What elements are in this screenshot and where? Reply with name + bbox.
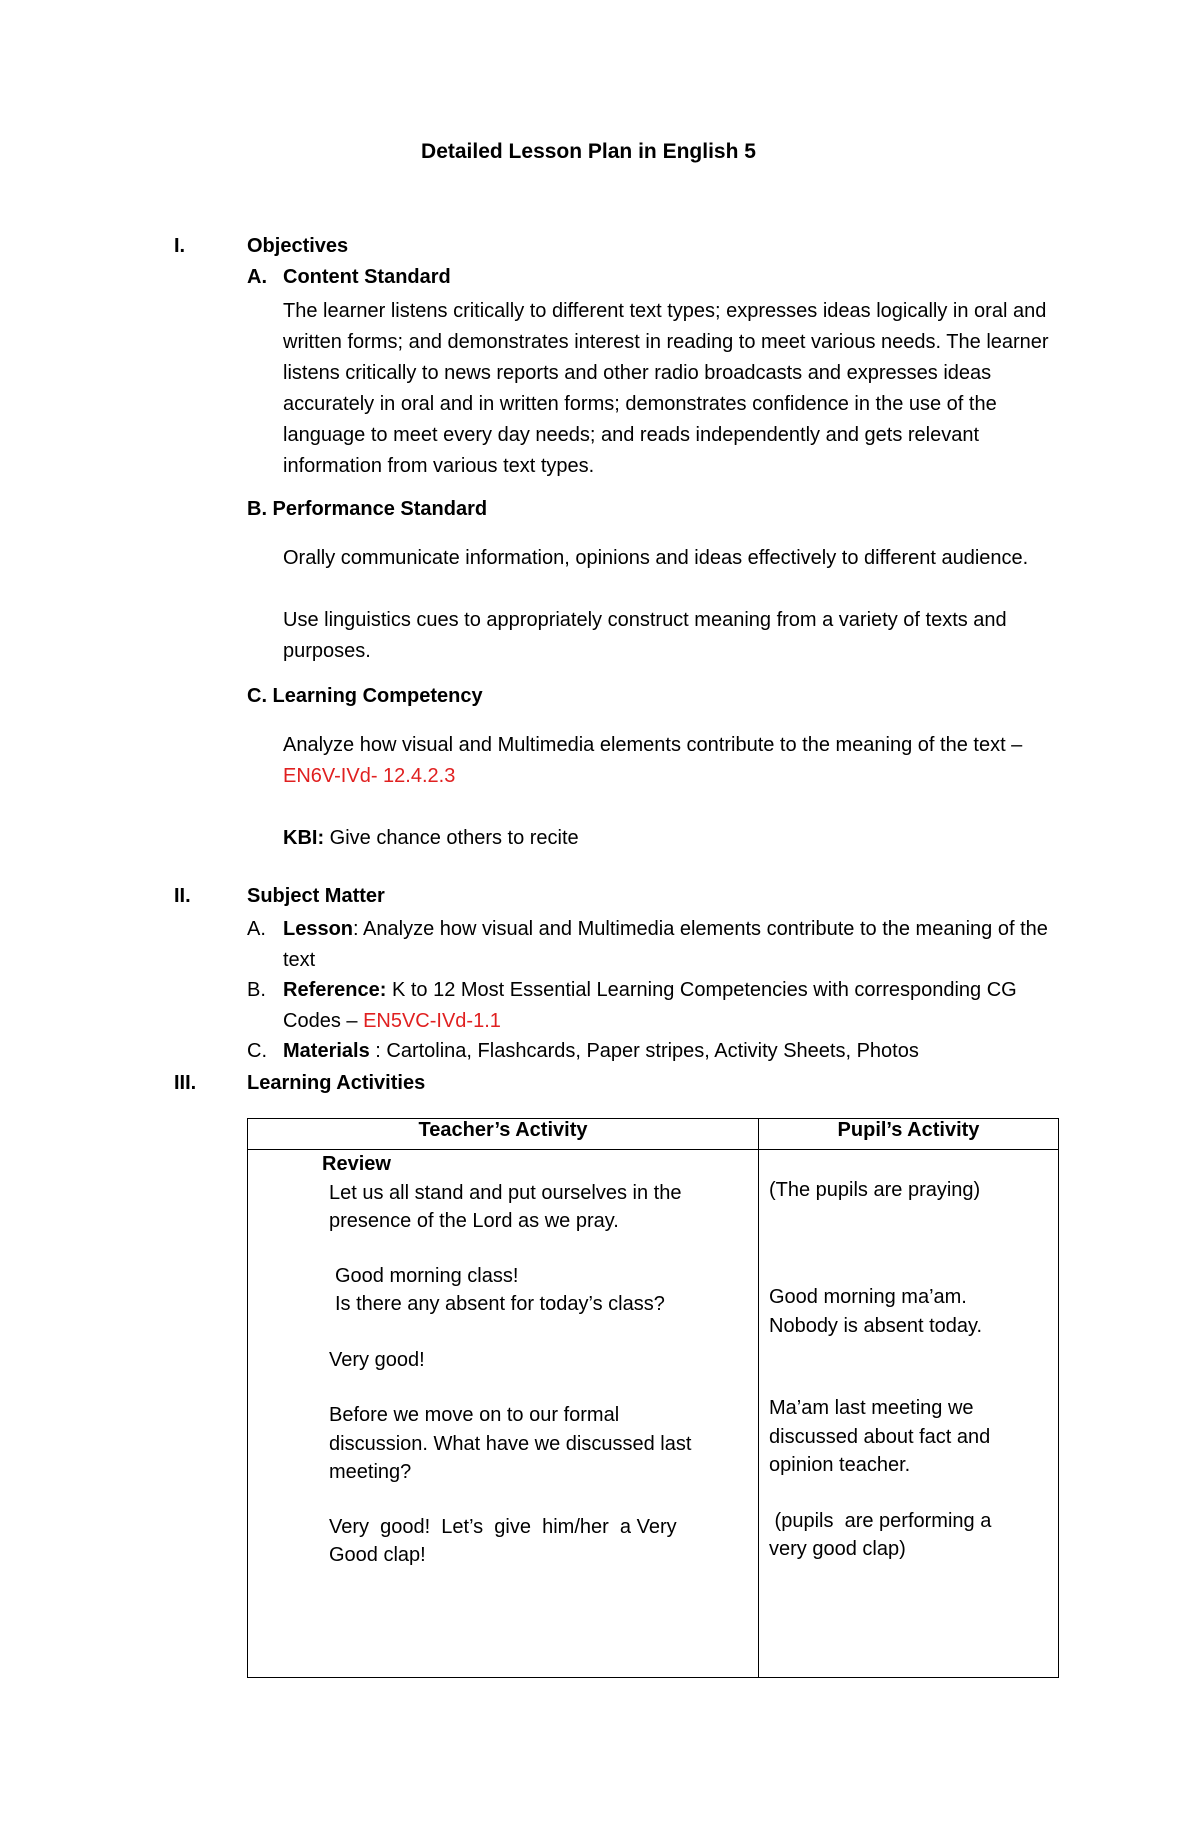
section-heading-subject-matter: Subject Matter — [247, 885, 385, 907]
performance-standard-line1: Orally communicate information, opinions and ideas effectively to different audience. — [283, 547, 1029, 569]
pupil-praying: (The pupils are praying) — [769, 1179, 981, 1201]
learning-competency-body: Analyze how visual and Multimedia elements contribute to the meaning of the text – — [283, 734, 1023, 756]
lesson-item — [247, 914, 1067, 975]
kbi-label: KBI: — [283, 827, 325, 849]
teacher-greet-line1: Good morning class! — [335, 1265, 519, 1287]
table-row — [248, 1150, 1059, 1678]
teacher-before-line2: discussion. What have we discussed last — [329, 1433, 692, 1455]
materials-label: Materials — [283, 1040, 370, 1062]
pupil-activity-header — [759, 1119, 1059, 1150]
materials-text: : Cartolina, Flashcards, Paper stripes, Activity Sheets, Photos — [369, 1040, 919, 1062]
section-numeral-objectives: I. — [174, 235, 186, 257]
pupil-clap-line1: (pupils are performing a — [769, 1510, 992, 1532]
pupil-last-line1: Ma’am last meeting we — [769, 1397, 974, 1419]
learning-competency-heading: C. Learning Competency — [247, 685, 483, 707]
reference-text: K to 12 Most Essential Learning Competencies with corresponding CG Codes – — [283, 979, 1017, 1032]
lesson-text: : Analyze how visual and Multimedia elements contribute to the meaning of the text — [283, 918, 1048, 971]
content-standard-title: Content Standard — [283, 266, 451, 288]
teacher-activity-header-text: Teacher’s Activity — [418, 1119, 588, 1141]
lesson-label: Lesson — [283, 918, 354, 940]
teacher-greet-line2: Is there any absent for today’s class? — [335, 1293, 665, 1315]
lesson-letter: A. — [247, 918, 266, 940]
content-standard-letter: A. — [247, 266, 267, 288]
teacher-pray-line2: presence of the Lord as we pray. — [329, 1210, 619, 1232]
reference-body — [283, 975, 1067, 1036]
pupil-clap-line2: very good clap) — [769, 1538, 906, 1560]
content-standard-text: The learner listens critically to different text types; expresses ideas logically in oral and written forms; and demonstrates interest in reading to meet various needs. The learner listens critically to news reports and other radio broadcasts and expresses ideas accurately in oral and in written forms; demonstrates confidence in the use of the language to meet every day needs; and reads independently and gets relevant information from various text types. — [283, 300, 1049, 477]
performance-standard-line2: Use linguistics cues to appropriately construct meaning from a variety of texts and purposes. — [283, 609, 1007, 662]
teacher-pray-line1: Let us all stand and put ourselves in the — [329, 1182, 682, 1204]
table-header-row — [248, 1119, 1059, 1150]
pupil-morning-line2: Nobody is absent today. — [769, 1315, 983, 1337]
teacher-clap-line2: Good clap! — [329, 1544, 426, 1566]
materials-item — [247, 1036, 1067, 1067]
learning-competency-text — [283, 730, 1063, 792]
document-title: Detailed Lesson Plan in English 5 — [421, 140, 756, 163]
section-numeral-subject-matter: II. — [174, 885, 191, 907]
content-standard-heading — [247, 266, 451, 289]
reference-label: Reference: — [283, 979, 387, 1001]
pupil-activity-header-text: Pupil’s Activity — [837, 1119, 980, 1141]
pupil-activity-cell — [759, 1150, 1059, 1678]
reference-letter: B. — [247, 979, 266, 1001]
performance-standard-heading: B. Performance Standard — [247, 498, 488, 520]
teacher-clap-line1: Very good! Let’s give him/her a Very — [329, 1516, 677, 1538]
pupil-morning-line1: Good morning ma’am. — [769, 1286, 967, 1308]
section-heading-learning-activities: Learning Activities — [247, 1072, 426, 1094]
kbi-text: Give chance others to recite — [324, 827, 579, 849]
reference-item — [247, 975, 1067, 1036]
materials-letter: C. — [247, 1040, 267, 1062]
pupil-last-line3: opinion teacher. — [769, 1454, 911, 1476]
learning-activities-table — [247, 1118, 1059, 1678]
lesson-body — [283, 914, 1067, 975]
materials-body — [283, 1036, 1067, 1067]
review-label: Review — [322, 1153, 391, 1175]
teacher-very-good: Very good! — [329, 1349, 425, 1371]
kbi-line — [283, 823, 1063, 854]
teacher-activity-cell — [248, 1150, 759, 1678]
teacher-before-line3: meeting? — [329, 1461, 412, 1483]
teacher-before-line1: Before we move on to our formal — [329, 1404, 620, 1426]
learning-competency-code: EN6V-IVd- 12.4.2.3 — [283, 765, 456, 787]
reference-code: EN5VC-IVd-1.1 — [363, 1009, 501, 1032]
teacher-activity-header — [248, 1119, 759, 1150]
section-heading-objectives: Objectives — [247, 235, 349, 257]
section-numeral-learning-activities: III. — [174, 1072, 197, 1094]
pupil-last-line2: discussed about fact and — [769, 1426, 991, 1448]
